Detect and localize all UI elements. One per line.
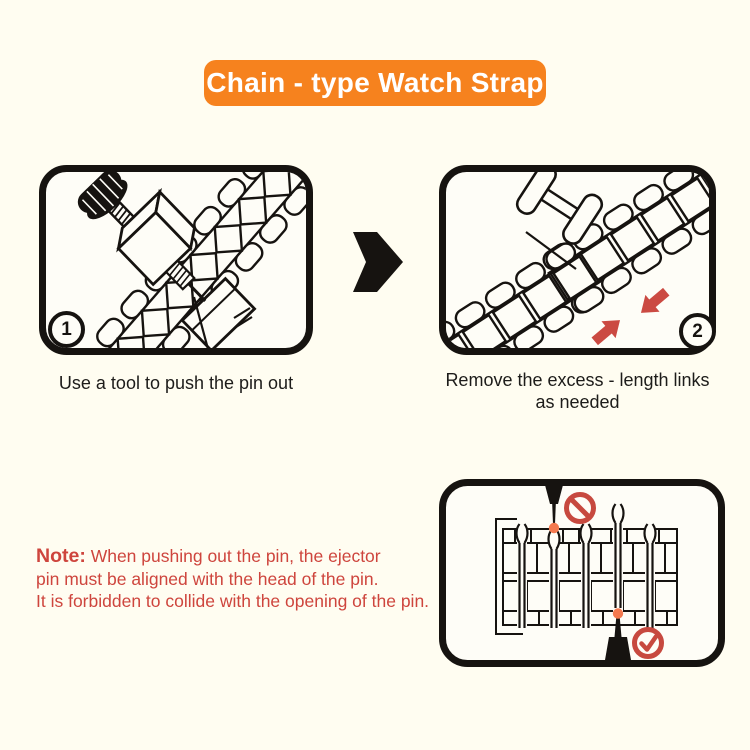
step2-number: 2	[692, 320, 703, 342]
note-block	[36, 545, 429, 613]
title-banner	[204, 60, 546, 106]
pin-alignment-illustration	[437, 477, 727, 669]
contact-point-wrong	[549, 523, 559, 533]
note-line: It is forbidden to collide with the opening of the pin.	[36, 591, 430, 611]
step2-illustration	[437, 163, 718, 357]
page-title: Chain - type Watch Strap	[206, 67, 544, 98]
step1-number-badge	[48, 311, 85, 348]
step2-caption: Remove the excess - length links as needed	[445, 370, 710, 412]
note-label: Note:	[36, 545, 86, 567]
note-line: Note: When pushing out the pin, the ejector	[36, 545, 381, 567]
note-line: pin must be aligned with the head of the pin.	[36, 568, 379, 589]
step1-caption: Use a tool to push the pin out	[58, 373, 294, 393]
step2-number-badge	[679, 313, 716, 350]
chevron-right-icon	[353, 230, 405, 294]
step1-number: 1	[61, 318, 72, 340]
contact-point-correct	[613, 608, 623, 618]
